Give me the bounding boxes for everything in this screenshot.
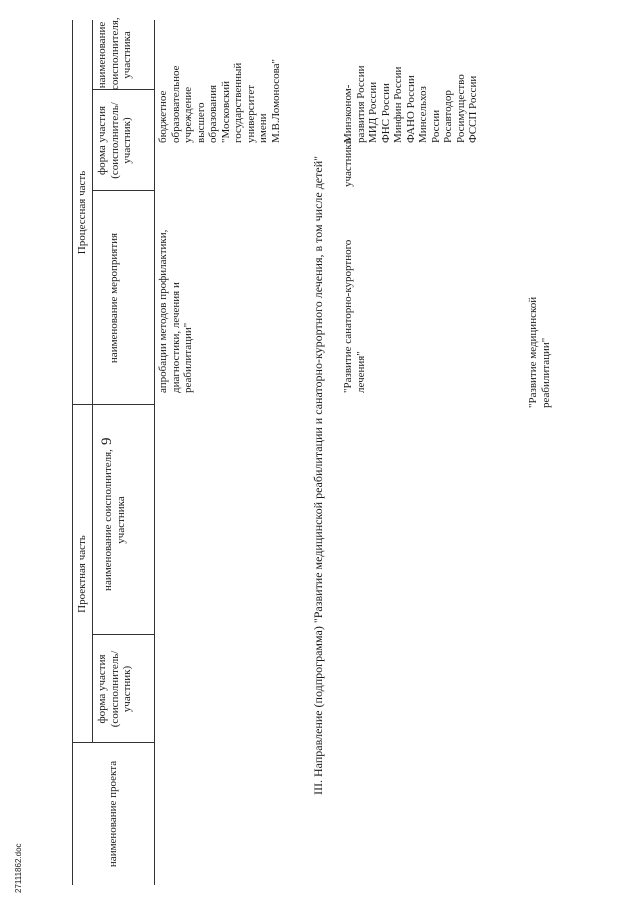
header-activity-name: наименование мероприятия bbox=[108, 232, 120, 364]
header-project-part: Проектная часть bbox=[76, 535, 88, 613]
header-coexecutor-name: наименование соисполнителя, участника bbox=[102, 449, 127, 591]
table-rule-top bbox=[72, 20, 73, 885]
table-rule-header-bottom bbox=[154, 20, 155, 885]
header-participation-form-right: форма участия (соисполнитель/ участник) bbox=[96, 102, 133, 179]
header-process-part: Процессная часть bbox=[76, 170, 88, 255]
row-1-activity: "Развитие санаторно-курортного лечения" bbox=[342, 239, 367, 393]
row-2-activity: "Развитие медицинской реабилитации" bbox=[527, 296, 552, 408]
header-project-name: наименование проекта bbox=[107, 760, 119, 868]
section-heading: III. Направление (подпрограмма) "Развитие медицинской реабилитации и санаторно-курортного лечения, в том числе детей" bbox=[311, 155, 325, 795]
header-participation-form: форма участия (соисполнитель/ участник) bbox=[96, 650, 133, 728]
row-1-form: участники bbox=[342, 138, 354, 187]
header-coexecutor-name-right: наименование соисполнителя, участника bbox=[96, 17, 133, 90]
page-number: 9 bbox=[99, 437, 115, 445]
continuation-participant: бюджетное образовательное учреждение высшего образования "Московский государственный университет имени М.В.Ломоносова" bbox=[157, 58, 282, 143]
continuation-activity: апробации методов профилактики, диагностики, лечения и реабилитации" bbox=[157, 229, 194, 393]
footer-file-code: 27111862.doc bbox=[14, 843, 23, 893]
row-1-participants: Минэконом- развития России МИД России ФНС России Минфин России ФАНО России Минсельхоз России Росавтодор Росимущество ФССП России bbox=[342, 65, 479, 143]
